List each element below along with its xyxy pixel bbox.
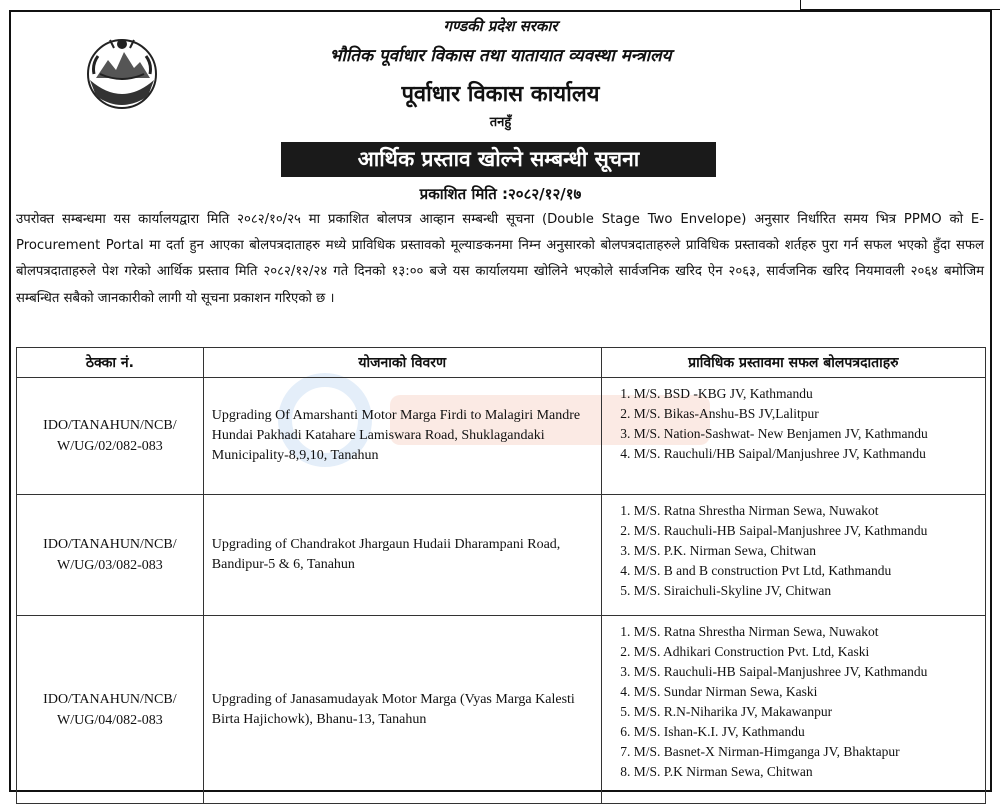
contract-no: IDO/TANAHUN/NCB/ W/UG/04/082-083 <box>17 616 204 804</box>
header-description: योजनाको विवरण <box>203 348 601 378</box>
list-item: 7. M/S. Basnet-X Nirman-Himganga JV, Bhaktapur <box>634 742 981 762</box>
list-item: 1. M/S. BSD -KBG JV, Kathmandu <box>634 384 981 404</box>
list-item: 6. M/S. Ishan-K.I. JV, Kathmandu <box>634 722 981 742</box>
list-item: 5. M/S. R.N-Niharika JV, Makawanpur <box>634 702 981 722</box>
district-name: तनहुँ <box>489 115 512 130</box>
bidder-list <box>601 378 985 495</box>
office-name: पूर्वाधार विकास कार्यालय <box>401 82 600 107</box>
list-item: 1. M/S. Ratna Shrestha Nirman Sewa, Nuwakot <box>634 622 981 642</box>
table-row <box>17 495 986 616</box>
contract-no: IDO/TANAHUN/NCB/ W/UG/03/082-083 <box>17 495 204 616</box>
list-item: 2. M/S. Rauchuli-HB Saipal-Manjushree JV, Kathmandu <box>634 521 981 541</box>
project-description: Upgrading of Janasamudayak Motor Marga (Vyas Marga Kalesti Birta Hajichowk), Bhanu-13, Tanahun <box>203 616 601 804</box>
list-item: 4. M/S. Sundar Nirman Sewa, Kaski <box>634 682 981 702</box>
list-item: 4. M/S. Rauchuli/HB Saipal/Manjushree JV, Kathmandu <box>634 444 981 464</box>
list-item: 1. M/S. Ratna Shrestha Nirman Sewa, Nuwakot <box>634 501 981 521</box>
bidder-list <box>601 495 985 616</box>
list-item: 3. M/S. Nation-Sashwat- New Benjamen JV, Kathmandu <box>634 424 981 444</box>
contract-no: IDO/TANAHUN/NCB/ W/UG/02/082-083 <box>17 378 204 495</box>
bidder-table <box>16 347 986 804</box>
header-bidders: प्राविधिक प्रस्तावमा सफल बोलपत्रदाताहरु <box>601 348 985 378</box>
bidder-list <box>601 616 985 804</box>
notice-body: उपरोक्त सम्बन्धमा यस कार्यालयद्वारा मिति २०८२/१०/२५ मा प्रकाशित बोलपत्र आव्हान सम्बन्धी सूचना (Double Stage Two Envelope) अनुसार निर्धारित समय भित्र PPMO को E-Procurement Portal मा दर्ता हुन आएका बोलपत्रदाताहरु मध्ये प्राविधिक प्रस्तावको मूल्याङकनमा निम्न अनुसारको बोलपत्रदाताहरुले प्राविधिक प्रस्तावको शर्तहरु पुरा गर्न सफल भएको हुँदा सफल बोलपत्रदाताहरुले पेश गरेको आर्थिक प्रस्ताव मिति २०८२/१२/२४ गते दिनको १३:०० बजे यस कार्यालयमा खोलिने भएकोले सार्वजनिक खरिद ऐन २०६३, सार्वजनिक खरिद नियमावली २०६४ बमोजिम सम्बन्धित सबैको जानकारीको लागी यो सूचना प्रकाशन गरिएको छ । <box>16 212 984 306</box>
list-item: 3. M/S. Rauchuli-HB Saipal-Manjushree JV, Kathmandu <box>634 662 981 682</box>
table-row <box>17 616 986 804</box>
table-header-row <box>17 348 986 378</box>
ministry-name: भौतिक पूर्वाधार विकास तथा यातायात व्यवस्था मन्त्रालय <box>329 46 672 66</box>
project-description: Upgrading Of Amarshanti Motor Marga Firdi to Malagiri Mandre Hundai Pakhadi Katahare Lamiswara Road, Shuklagandaki Municipality-8,9,10, Tanahun <box>203 378 601 495</box>
list-item: 2. M/S. Bikas-Anshu-BS JV,Lalitpur <box>634 404 981 424</box>
header-contract-no: ठेक्का नं. <box>17 348 204 378</box>
project-description: Upgrading of Chandrakot Jhargaun Hudaii Dharampani Road, Bandipur-5 & 6, Tanahun <box>203 495 601 616</box>
list-item: 3. M/S. P.K. Nirman Sewa, Chitwan <box>634 541 981 561</box>
published-date: प्रकाशित मिति :२०८२/१२/१७ <box>419 185 582 203</box>
list-item: 4. M/S. B and B construction Pvt Ltd, Kathmandu <box>634 561 981 581</box>
list-item: 5. M/S. Siraichuli-Skyline JV, Chitwan <box>634 581 981 601</box>
table-row <box>17 378 986 495</box>
province-name: गण्डकी प्रदेश सरकार <box>443 17 558 35</box>
list-item: 2. M/S. Adhikari Construction Pvt. Ltd, Kaski <box>634 642 981 662</box>
list-item: 8. M/S. P.K Nirman Sewa, Chitwan <box>634 762 981 782</box>
notice-title-banner: आर्थिक प्रस्ताव खोल्ने सम्बन्धी सूचना <box>281 142 716 177</box>
